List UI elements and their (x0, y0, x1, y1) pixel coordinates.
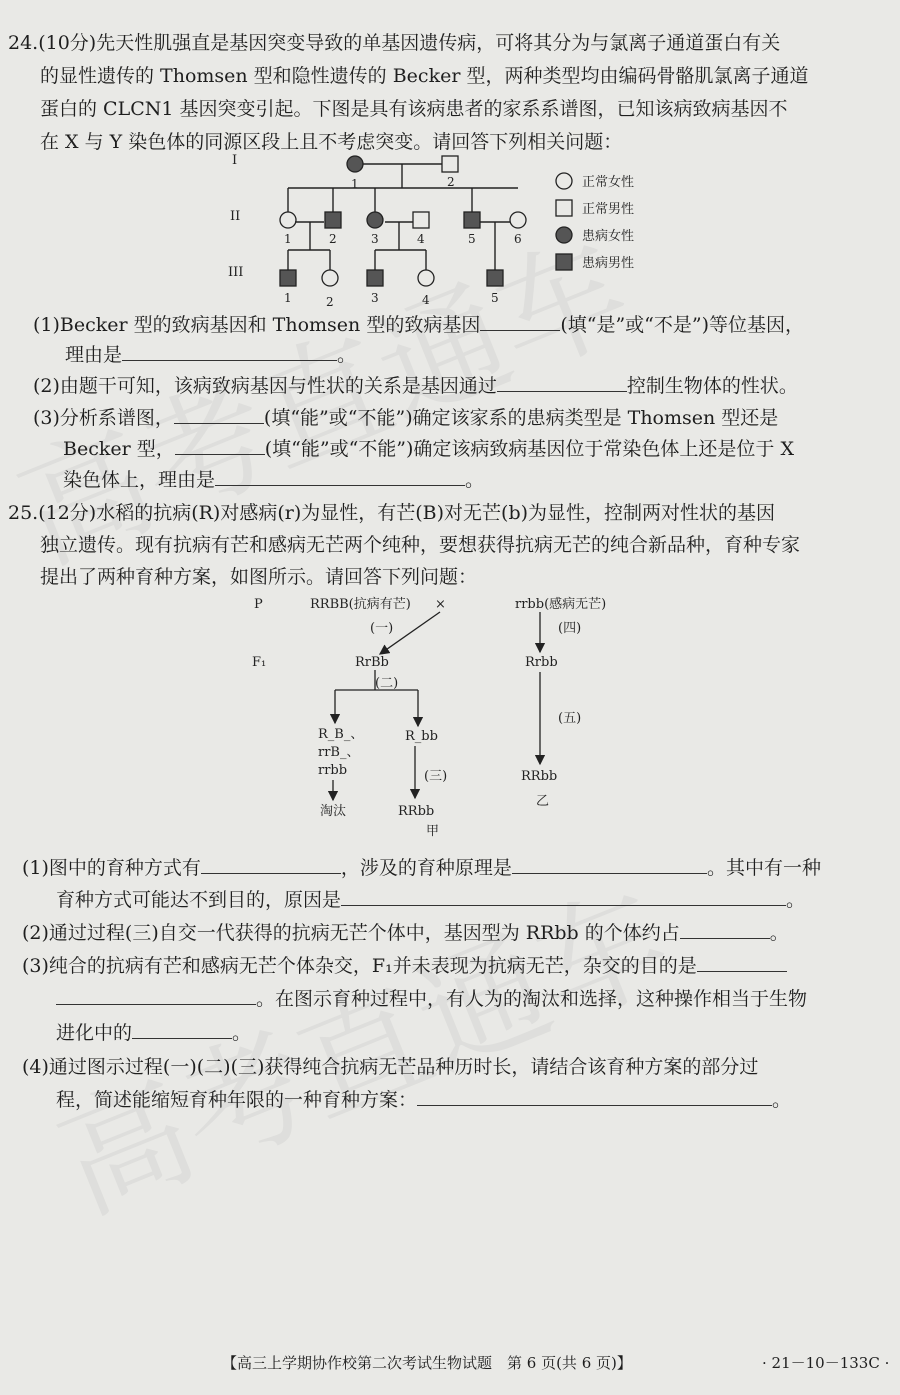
individual-number: 5 (491, 291, 499, 305)
answer-blank[interactable] (480, 312, 560, 331)
step-label: (五) (558, 711, 582, 726)
answer-blank[interactable] (201, 855, 341, 874)
individual-number: 2 (447, 175, 455, 189)
answer-blank[interactable] (175, 436, 265, 455)
label-jia: 甲 (426, 824, 440, 839)
individual-number: 2 (326, 295, 334, 309)
step-label: (二) (375, 676, 399, 691)
q25-stem-line: 25.(12分)水稻的抗病(R)对感病(r)为显性，有芒(B)对无芒(b)为显性，控制两对性状的基因 (8, 502, 776, 524)
answer-blank[interactable] (56, 986, 256, 1005)
rrbb-genotype: Rrbb (525, 655, 558, 670)
generation-f1: F₁ (252, 655, 267, 670)
q24-stem-line: 24.(10分)先天性肌强直是基因突变导致的单基因遗传病，可将其分为与氯离子通道蛋白有关 (8, 32, 781, 54)
step-label: (一) (370, 621, 394, 636)
q24-sub2: (2)由题干可知，该病致病基因与性状的关系是基因通过 控制生物体的性状。 (33, 375, 798, 397)
affected-male-icon (325, 212, 341, 228)
q24-sub3: (3)分析系谱图， (填“能”或“不能”)确定该家系的患病类型是 Thomsen 型还是 (33, 407, 779, 429)
affected-female-icon (347, 156, 363, 172)
f1-genotype: RrBb (355, 655, 389, 670)
normal-female-icon (510, 212, 526, 228)
q25-sub3: (3)纯合的抗病有芒和感病无芒个体杂交，F₁并未表现为抗病无芒，杂交的目的是 (22, 953, 787, 979)
affected-female-icon (367, 212, 383, 228)
legend-label: 患病女性 (582, 229, 635, 244)
page-footer-code: · 21－10－133C · (762, 1354, 890, 1372)
final-genotype-yi: RRbb (521, 769, 558, 784)
q25-stem-line: 独立遗传。现有抗病有芒和感病无芒两个纯种，要想获得抗病无芒的纯合新品种，育种专家 (40, 534, 801, 556)
normal-female-icon (280, 212, 296, 228)
individual-number: 1 (284, 291, 292, 305)
q24-sub1-reason: 理由是 。 (65, 344, 357, 366)
legend-normal-male-icon (556, 200, 572, 216)
q24-stem-line: 蛋白的 CLCN1 基因突变引起。下图是具有该病患者的家系系谱图，已知该病致病基因不 (40, 98, 788, 120)
affected-male-icon (367, 270, 383, 286)
legend-label: 患病男性 (582, 256, 635, 271)
label-yi: 乙 (536, 794, 550, 809)
q25-sub2: (2)通过过程(三)自交一代获得的抗病无芒个体中，基因型为 RRbb 的个体约占 。 (22, 922, 789, 944)
breeding-flowchart (240, 590, 640, 845)
individual-number: 4 (422, 293, 430, 307)
page-footer-title: 【高三上学期协作校第二次考试生物试题 第 6 页(共 6 页)】 (222, 1354, 632, 1372)
normal-female-icon (418, 270, 434, 286)
affected-male-icon (280, 270, 296, 286)
individual-number: 3 (371, 291, 379, 305)
individual-number: 3 (371, 232, 379, 246)
parent1-label: RRBB(抗病有芒) (310, 597, 411, 612)
answer-blank[interactable] (215, 467, 465, 486)
q24-sub3-reason: 染色体上，理由是 。 (63, 469, 485, 491)
cross-symbol: × (435, 597, 446, 612)
individual-number: 6 (514, 232, 522, 246)
q25-stem-line: 提出了两种育种方案，如图所示。请回答下列问题： (40, 566, 478, 588)
legend-label: 正常女性 (582, 175, 635, 190)
gen-label: I (232, 153, 238, 168)
q25-sub1-reason: 育种方式可能达不到目的，原因是 。 (56, 889, 806, 911)
genotype-class: rrB_、 (318, 745, 360, 760)
individual-number: 1 (351, 177, 359, 191)
answer-blank[interactable] (132, 1020, 232, 1039)
q24-sub1: (1)Becker 型的致病基因和 Thomsen 型的致病基因 (填“是”或“不是”)等位基因， (33, 314, 805, 336)
q24-sub3-cont: Becker 型， (填“能”或“不能”)确定该病致病基因位于常染色体上还是位于 X (63, 438, 794, 460)
normal-male-icon (442, 156, 458, 172)
answer-blank[interactable] (417, 1087, 772, 1106)
answer-blank[interactable] (680, 920, 770, 939)
individual-number: 2 (329, 232, 337, 246)
genotype-class: R_B_、 (318, 727, 364, 742)
eliminate-label: 淘汰 (320, 804, 347, 819)
answer-blank[interactable] (512, 855, 707, 874)
legend-affected-female-icon (556, 227, 572, 243)
q25-sub1: (1)图中的育种方式有 ，涉及的育种原理是 。其中有一种 (22, 857, 821, 879)
legend-affected-male-icon (556, 254, 572, 270)
individual-number: 1 (284, 232, 292, 246)
q24-stem-line: 的显性遗传的 Thomsen 型和隐性遗传的 Becker 型，两种类型均由编码骨骼肌氯离子通道 (40, 65, 809, 87)
answer-blank[interactable] (122, 342, 337, 361)
q25-sub4-cont: 程，简述能缩短育种年限的一种育种方案： 。 (56, 1089, 792, 1111)
genotype-class: rrbb (318, 763, 348, 778)
genotype-class: R_bb (405, 729, 438, 744)
individual-number: 5 (468, 232, 476, 246)
normal-male-icon (413, 212, 429, 228)
step-label: (三) (424, 769, 448, 784)
affected-male-icon (487, 270, 503, 286)
legend-normal-female-icon (556, 173, 572, 189)
answer-blank[interactable] (497, 373, 627, 392)
affected-male-icon (464, 212, 480, 228)
final-genotype-jia: RRbb (398, 804, 435, 819)
legend-label: 正常男性 (582, 202, 635, 217)
q25-sub3-cont: 。在图示育种过程中，有人为的淘汰和选择，这种操作相当于生物 (56, 986, 807, 1012)
answer-blank[interactable] (697, 953, 787, 972)
generation-p: P (254, 597, 263, 612)
q24-stem-line: 在 X 与 Y 染色体的同源区段上且不考虑突变。请回答下列相关问题： (40, 131, 623, 153)
q25-sub4: (4)通过图示过程(一)(二)(三)获得纯合抗病无芒品种历时长，请结合该育种方案的部分过 (22, 1056, 759, 1078)
answer-blank[interactable] (341, 887, 786, 906)
individual-number: 4 (417, 232, 425, 246)
step-label: (四) (558, 621, 582, 636)
pedigree-diagram (220, 150, 660, 310)
gen-label: II (230, 209, 241, 224)
gen-label: III (228, 265, 244, 280)
q25-sub3-end: 进化中的 。 (56, 1022, 252, 1044)
answer-blank[interactable] (174, 405, 264, 424)
normal-female-icon (322, 270, 338, 286)
parent2-label: rrbb(感病无芒) (515, 597, 607, 612)
